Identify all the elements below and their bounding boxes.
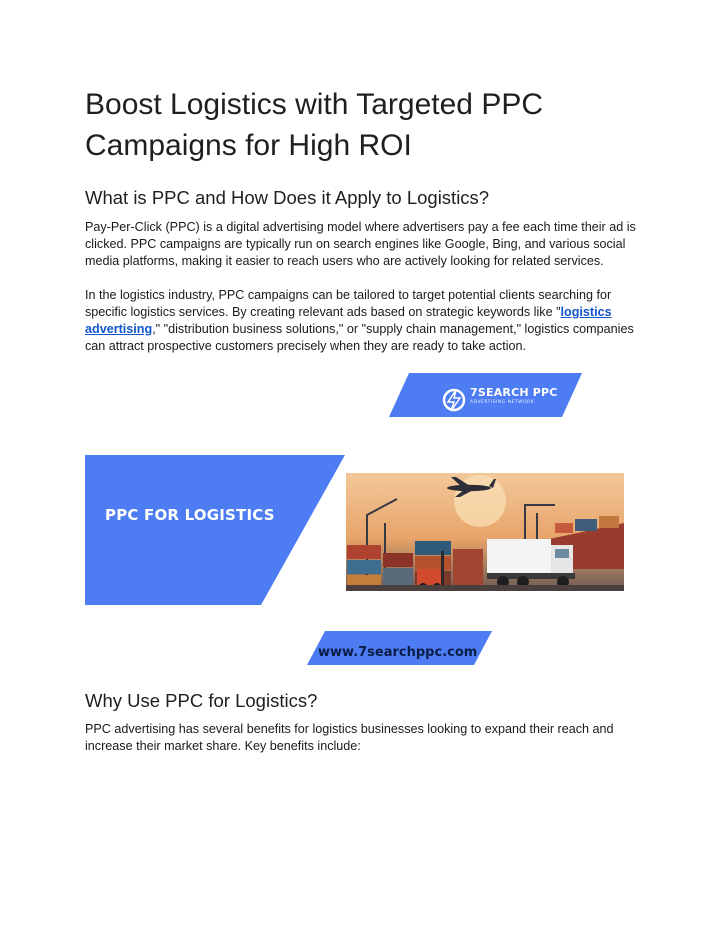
section-heading-why-use-ppc: Why Use PPC for Logistics?: [85, 690, 318, 711]
paragraph-text-after-link: ," "distribution business solutions," or "supply chain management," logistics companies can attract prospective customers precisely when they are ready to take action.: [85, 322, 634, 353]
ppc-for-logistics-banner: [85, 373, 625, 666]
paragraph-ppc-benefits: PPC advertising has several benefits for logistics businesses looking to expand their reach and increase their market share. Key benefits include:: [85, 722, 614, 753]
banner-url: www.7searchppc.com: [318, 645, 478, 660]
banner-headline: PPC FOR LOGISTICS: [105, 506, 275, 524]
section-heading-what-is-ppc: What is PPC and How Does it Apply to Logistics?: [85, 187, 490, 208]
brand-name: 7SEARCH PPC: [470, 386, 558, 399]
page-title: Boost Logistics with Targeted PPC Campaigns for High ROI: [85, 88, 544, 162]
brand-tagline: ADVERTISING NETWORK: [470, 400, 535, 405]
logistics-advertising-link[interactable]: logistics advertising: [85, 305, 612, 336]
paragraph-text-before-link: In the logistics industry, PPC campaigns can be tailored to target potential clients searching for specific logistics services. By creating relevant ads based on strategic keywords like ": [85, 288, 612, 319]
headline-panel: [85, 455, 345, 605]
paragraph-ppc-logistics: [85, 287, 645, 355]
logistics-photo: [346, 473, 624, 591]
paragraph-ppc-definition: Pay-Per-Click (PPC) is a digital advertising model where advertisers pay a fee each time their ad is clicked. PPC campaigns are typically run on search engines like Google, Bing, and various social media platforms, making it easier to reach users who are actively looking for related services.: [85, 220, 636, 268]
